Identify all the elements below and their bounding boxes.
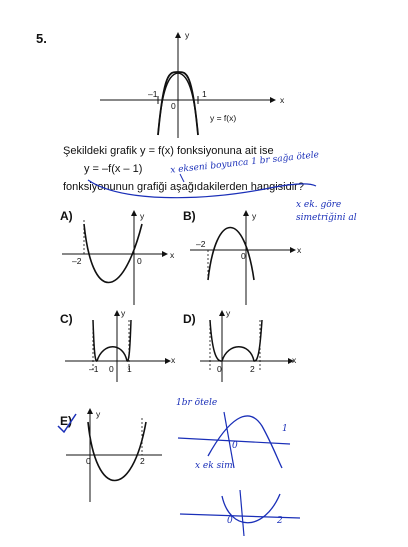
handwritten-sketch-2 [180, 488, 310, 538]
question-line-3: fonksiyonunun grafiği aşağıdakilerden hangisidir? [63, 181, 304, 193]
option-e-graph [66, 408, 176, 508]
option-b-y: y [252, 211, 257, 221]
option-a-label[interactable]: A) [60, 209, 73, 223]
option-c-tick-neg: –1 [89, 364, 99, 374]
option-e-y: y [96, 409, 101, 419]
option-c-y: y [121, 308, 126, 318]
sketch-1-origin: 0 [232, 441, 238, 451]
option-b-origin: 0 [241, 251, 246, 261]
option-e-tick: 2 [140, 456, 145, 466]
option-d-y: y [226, 308, 231, 318]
option-e-origin: 0 [86, 456, 91, 466]
option-d-graph [200, 310, 300, 390]
main-y-label: y [185, 30, 190, 40]
option-a-tick: –2 [72, 256, 82, 266]
question-line-1: Şekildeki grafik y = f(x) fonksiyonuna ait ise [63, 145, 274, 157]
option-c-origin: 0 [109, 364, 114, 374]
main-func-label: y = f(x) [210, 113, 237, 123]
option-a-origin: 0 [137, 256, 142, 266]
main-graph [100, 30, 280, 140]
option-d-label[interactable]: D) [183, 312, 196, 326]
main-x-label: x [280, 95, 285, 105]
main-origin: 0 [171, 101, 176, 111]
question-line-2: y = –f(x – 1) [84, 163, 143, 175]
option-b-tick: –2 [196, 239, 206, 249]
handwritten-note-4: x ek sim [195, 461, 233, 471]
option-e-label[interactable]: E) [60, 414, 72, 428]
sketch-1-tick: 1 [282, 424, 288, 434]
main-tick-pos: 1 [202, 89, 207, 99]
option-c-x: x [171, 355, 176, 365]
option-a-y: y [140, 211, 145, 221]
sketch-2-tick: 2 [277, 516, 283, 526]
handwritten-underline [80, 172, 320, 212]
option-d-x: x [292, 355, 297, 365]
handwritten-note-3: 1br ötele [176, 398, 218, 408]
option-c-tick-pos: 1 [127, 364, 132, 374]
option-d-tick: 2 [250, 364, 255, 374]
handwritten-note-2: x ek. göre simetriğini al [296, 200, 357, 223]
handwritten-note-1: x ekseni boyunca 1 br sağa ötele [169, 150, 320, 176]
sketch-2-origin: 0 [227, 516, 233, 526]
option-a-x: x [170, 250, 175, 260]
question-number: 5. [36, 31, 47, 46]
option-c-label[interactable]: C) [60, 312, 73, 326]
option-b-label[interactable]: B) [183, 209, 196, 223]
option-d-origin: 0 [217, 364, 222, 374]
option-c-graph [65, 310, 175, 390]
main-tick-neg: –1 [148, 89, 158, 99]
option-b-x: x [297, 245, 302, 255]
